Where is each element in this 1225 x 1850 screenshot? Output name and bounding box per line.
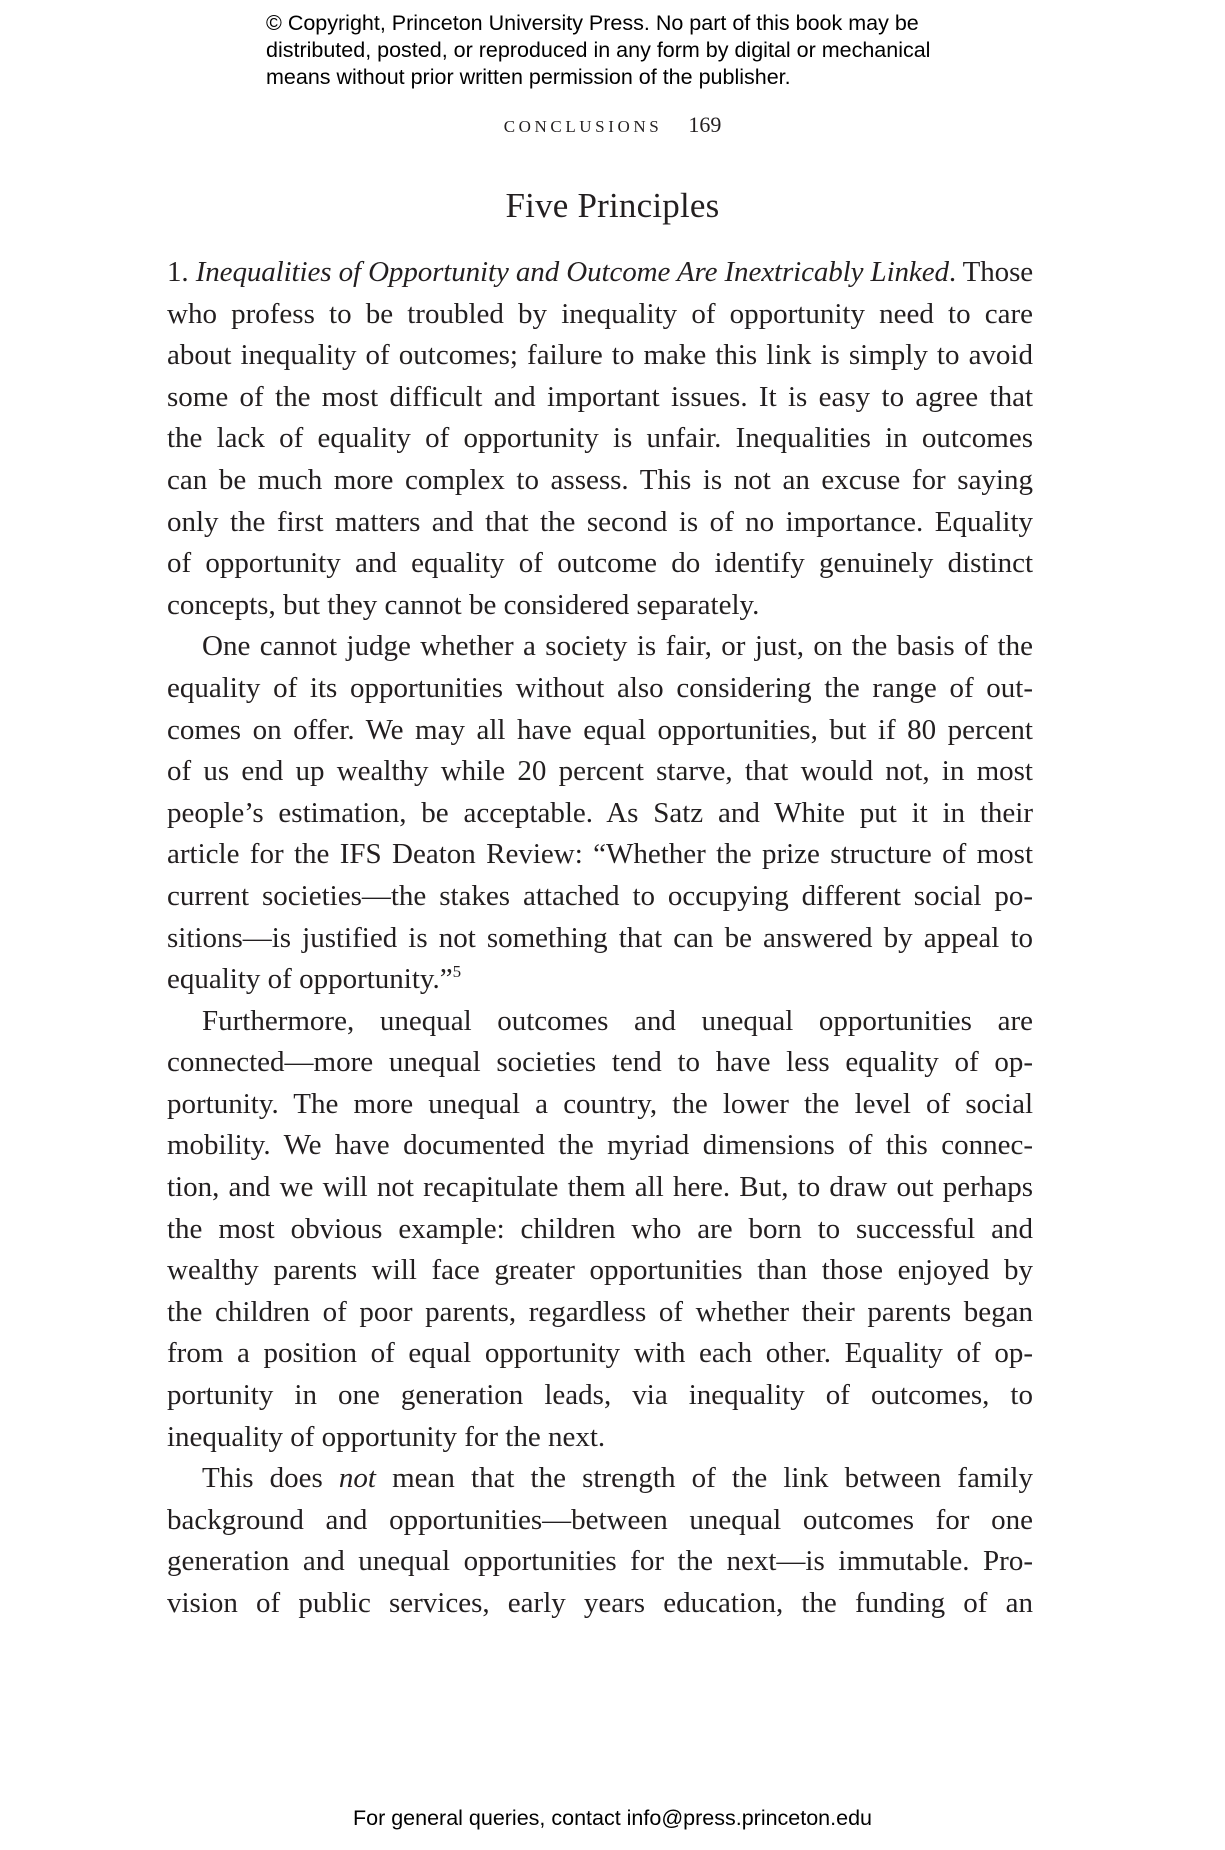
paragraph bbox=[167, 252, 1033, 626]
text-line: generation and unequal opportunities for the next—is immutable. Pro- bbox=[167, 1545, 1033, 1578]
text-line: inequality of opportunity for the next. bbox=[167, 1420, 606, 1453]
emphasis: not bbox=[338, 1462, 376, 1495]
footer-contact: For general queries, contact info@press.princeton.edu bbox=[352, 1806, 872, 1830]
text-line: only the first matters and that the second is of no importance. Equality bbox=[167, 505, 1033, 538]
text-line: can be much more complex to assess. This is not an excuse for saying bbox=[167, 463, 1033, 496]
text-line: wealthy parents will face greater opportunities than those enjoyed by bbox=[167, 1254, 1033, 1287]
copyright-notice bbox=[266, 10, 986, 91]
text-line: the most obvious example: children who are born to successful and bbox=[167, 1212, 1033, 1245]
text-line: from a position of equal opportunity with each other. Equality of op- bbox=[167, 1337, 1033, 1370]
text-line: comes on offer. We may all have equal opportunities, but if 80 percent bbox=[167, 713, 1033, 746]
body-text bbox=[167, 252, 1033, 1625]
text-line: background and opportunities—between unequal outcomes for one bbox=[167, 1503, 1033, 1536]
paragraph bbox=[167, 1001, 1033, 1459]
running-head bbox=[0, 112, 1225, 138]
text-line: portunity. The more unequal a country, the lower the level of social bbox=[167, 1087, 1033, 1120]
text-line: 1. Inequalities of Opportunity and Outcome Are Inextricably Linked. Those bbox=[167, 256, 1034, 288]
text-line: concepts, but they cannot be considered separately. bbox=[167, 588, 760, 621]
page-number: 169 bbox=[688, 112, 722, 137]
text-line: who profess to be troubled by inequality of opportunity need to care bbox=[167, 297, 1033, 330]
text-line: of us end up wealthy while 20 percent starve, that would not, in most bbox=[167, 755, 1033, 788]
text-line: sitions—is justified is not something that can be answered by appeal to bbox=[167, 921, 1033, 954]
text-line: equality of opportunity.”$^5$ bbox=[167, 962, 462, 996]
text-line: people’s estimation, be acceptable. As Satz and White put it in their bbox=[167, 796, 1033, 829]
text-line: vision of public services, early years education, the funding of an bbox=[167, 1587, 1033, 1619]
text-line: the lack of equality of opportunity is unfair. Inequalities in outcomes bbox=[167, 422, 1033, 455]
copyright-line: © Copyright, Princeton University Press. No part of this book may be bbox=[266, 11, 919, 35]
copyright-line: distributed, posted, or reproduced in any form by digital or mechanical bbox=[266, 38, 931, 62]
text-line: of opportunity and equality of outcome do identify genuinely distinct bbox=[167, 547, 1033, 580]
footnote-marker[interactable]: 5 bbox=[452, 962, 462, 982]
text-line: This does not mean that the strength of the link between family bbox=[202, 1462, 1033, 1495]
text-line: mobility. We have documented the myriad dimensions of this connec- bbox=[167, 1129, 1033, 1162]
text-line: article for the IFS Deaton Review: “Whether the prize structure of most bbox=[167, 838, 1033, 871]
chapter-title: CONCLUSIONS bbox=[503, 117, 663, 136]
text-line: the children of poor parents, regardless of whether their parents began bbox=[167, 1295, 1033, 1328]
copyright-line: means without prior written permission of the publisher. bbox=[266, 65, 791, 89]
text-line: Furthermore, unequal outcomes and unequal opportunities are bbox=[202, 1004, 1033, 1037]
text-line: portunity in one generation leads, via inequality of outcomes, to bbox=[167, 1379, 1033, 1412]
principle-number: 1. bbox=[167, 256, 189, 288]
principle-title: Inequalities of Opportunity and Outcome Are Inextricably Linked bbox=[195, 256, 949, 288]
text-line: current societies—the stakes attached to occupying different social po- bbox=[167, 879, 1033, 912]
text-line: tion, and we will not recapitulate them all here. But, to draw out perhaps bbox=[167, 1171, 1033, 1204]
paragraph bbox=[167, 1458, 1033, 1624]
section-title: Five Principles bbox=[505, 186, 720, 225]
text-line: about inequality of outcomes; failure to make this link is simply to avoid bbox=[167, 339, 1033, 372]
text-line: some of the most difficult and important issues. It is easy to agree that bbox=[167, 380, 1033, 413]
text-line: One cannot judge whether a society is fair, or just, on the basis of the bbox=[202, 630, 1033, 663]
text-line: connected—more unequal societies tend to have less equality of op- bbox=[167, 1046, 1033, 1079]
text-line: equality of its opportunities without also considering the range of out- bbox=[167, 671, 1033, 704]
paragraph bbox=[167, 626, 1033, 1000]
